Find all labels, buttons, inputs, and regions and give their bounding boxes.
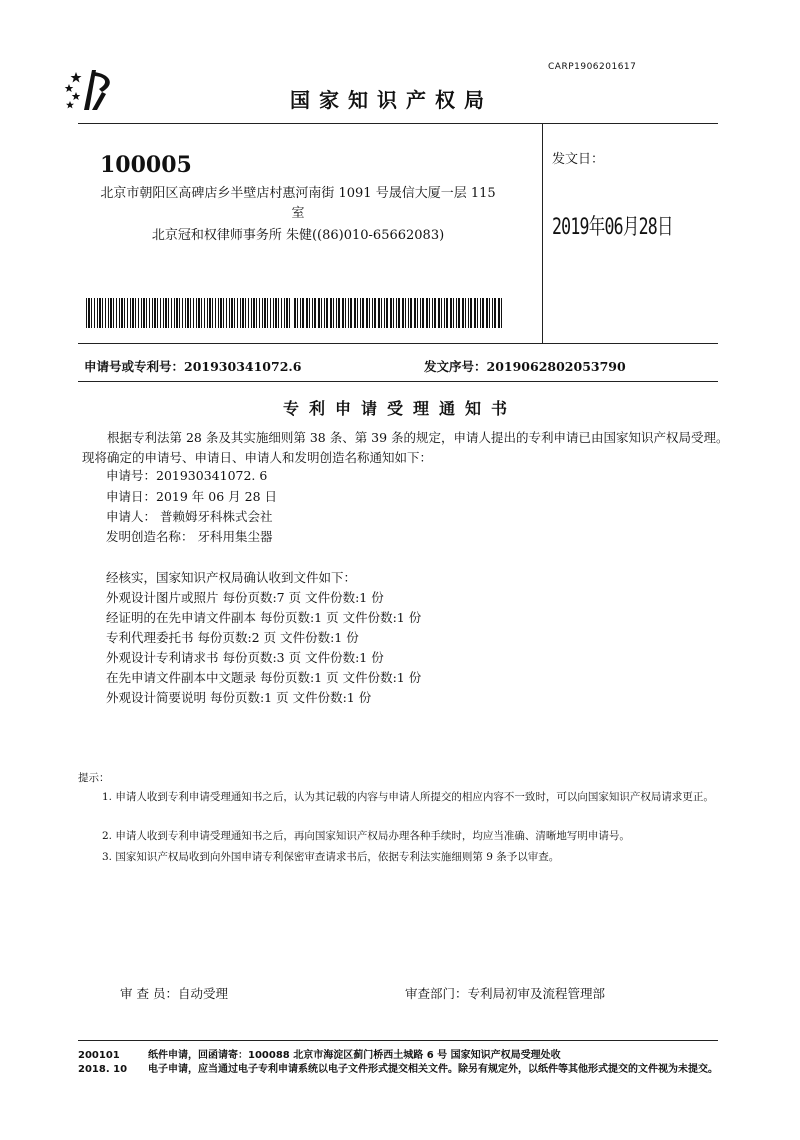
field-invention-title: 发明创造名称： 牙科用集尘器	[106, 529, 273, 544]
intro-paragraph: 根据专利法第 28 条及其实施细则第 38 条、第 39 条的规定，申请人提出的专利申请已由国家知识产权局受理。现将确定的申请号、申请日、申请人和发明创造名称通知如下：	[82, 430, 729, 465]
cnipa-logo-icon	[62, 68, 124, 112]
agency-line: 北京冠和权律师事务所 朱健((86)010-65662083)	[151, 228, 445, 243]
application-number	[84, 357, 301, 375]
form-date: 2018. 10	[78, 1064, 128, 1075]
serial-number-value: 2019062802053790	[486, 359, 626, 374]
document-item: 外观设计图片或照片 每份页数:7 页 文件份数:1 份	[106, 590, 384, 605]
document-item: 经证明的在先申请文件副本 每份页数:1 页 文件份数:1 份	[106, 610, 422, 625]
serial-number	[424, 357, 626, 375]
barcode-divider	[78, 343, 718, 344]
examiner	[120, 984, 228, 1002]
application-number-label: 申请号或专利号：	[84, 359, 185, 374]
document-item: 专利代理委托书 每份页数:2 页 文件份数:1 份	[106, 630, 359, 645]
department-label: 审查部门：	[405, 986, 468, 1001]
document-item: 外观设计专利请求书 每份页数:3 页 文件份数:1 份	[106, 650, 384, 665]
footer-electronic-instruction: 电子申请，应当通过电子专利申请系统以电子文件形式提交相关文件。除另有规定外，以纸件等其他形式提交的文件视为未提交。	[148, 1064, 718, 1075]
examiner-label: 审 查 员：	[120, 986, 178, 1001]
address-line-1: 北京市朝阳区高碑店乡半壁店村惠河南街 1091 号晟信大厦一层 115	[100, 186, 496, 201]
header-divider	[78, 123, 718, 124]
notes-heading: 提示：	[78, 772, 110, 784]
notice-title: 专利申请受理通知书	[282, 399, 517, 418]
department-value: 专利局初审及流程管理部	[467, 986, 606, 1001]
received-intro: 经核实，国家知识产权局确认收到文件如下：	[106, 570, 357, 585]
field-application-number: 申请号：201930341072. 6	[106, 468, 268, 483]
field-application-date: 申请日：2019 年 06 月 28 日	[106, 489, 277, 504]
note-item: 2. 申请人收到专利申请受理通知书之后，再向国家知识产权局办理各种手续时，均应当准确、清晰地写明申请号。	[102, 830, 630, 842]
application-number-value: 201930341072.6	[184, 359, 302, 374]
barcode-left	[86, 298, 292, 328]
footer-mail-instruction: 纸件申请，回函请寄：100088 北京市海淀区蓟门桥西土城路 6 号 国家知识产权局受理处收	[148, 1050, 561, 1061]
form-code: 200101	[78, 1050, 120, 1061]
vertical-divider	[542, 123, 543, 343]
barcode-right	[294, 298, 502, 328]
serial-number-label: 发文序号：	[424, 359, 487, 374]
document-code: CARP1906201617	[548, 62, 637, 72]
document-item: 在先申请文件副本中文题录 每份页数:1 页 文件份数:1 份	[106, 670, 422, 685]
office-name: 国家知识产权局	[290, 88, 493, 112]
issue-date: 2019年06月28日	[552, 215, 673, 240]
title-divider	[78, 381, 718, 382]
note-item: 1. 申请人收到专利申请受理通知书之后，认为其记载的内容与申请人所提交的相应内容不一致时，可以向国家知识产权局请求更正。	[102, 791, 714, 803]
examiner-value: 自动受理	[177, 986, 228, 1001]
address-line-2: 室	[291, 206, 305, 221]
footer-divider	[78, 1040, 718, 1041]
review-department	[405, 984, 605, 1002]
postcode: 100005	[100, 152, 192, 178]
note-item: 3. 国家知识产权局收到向外国申请专利保密审查请求书后，依据专利法实施细则第 9 条予以审查。	[102, 851, 560, 863]
field-applicant: 申请人： 普赖姆牙科株式会社	[106, 509, 273, 524]
issue-date-label: 发文日：	[552, 152, 605, 167]
document-item: 外观设计简要说明 每份页数:1 页 文件份数:1 份	[106, 690, 372, 705]
